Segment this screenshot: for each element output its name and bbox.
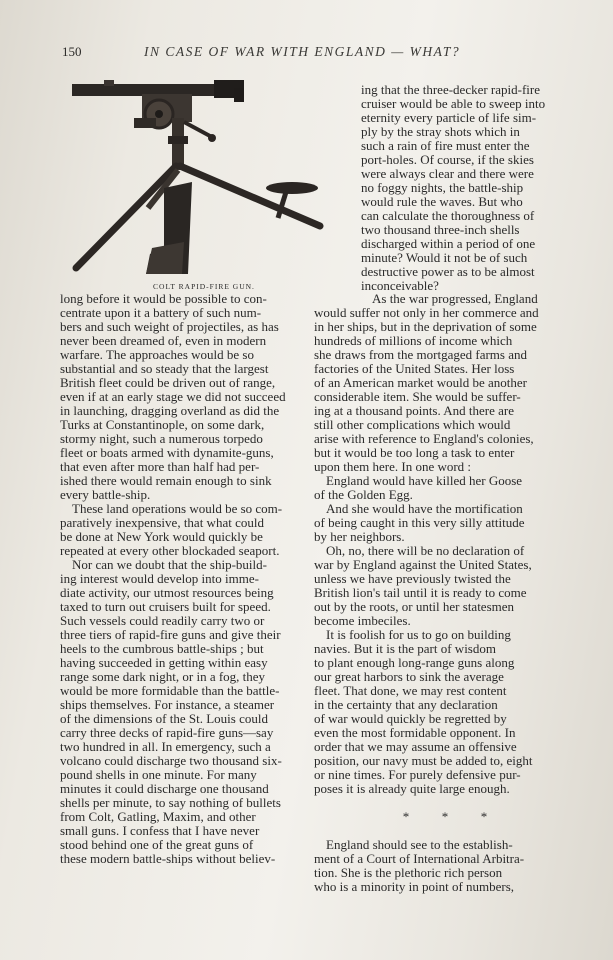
text-line: but it would be too long a task to enter: [314, 445, 515, 460]
right-column: [314, 292, 576, 894]
left-column: [60, 292, 312, 866]
text-line: having succeeded in getting within easy: [60, 655, 268, 670]
text-line: position, our navy must be added to, eight: [314, 753, 533, 768]
text-line: ply by the stray shots which in: [361, 124, 520, 139]
text-line: still other complications which would: [314, 417, 511, 432]
section-gap: [314, 824, 576, 838]
text-line: These land operations would be so com-: [72, 501, 283, 516]
text-line: Such vessels could readily carry two or: [60, 613, 265, 628]
text-line: taxed to turn out cruisers built for speed.: [60, 599, 271, 614]
text-line: hundreds of millions of income which: [314, 333, 513, 348]
gatling-gun-illustration: [64, 78, 344, 278]
text-line: become imbeciles.: [314, 613, 411, 628]
text-line: such a rain of fire must enter the: [361, 138, 530, 153]
text-line: fleet. That done, we may rest content: [314, 683, 507, 698]
text-line: bers and such weight of projectiles, as has: [60, 319, 279, 334]
text-line: never been dreamed of, even in modern: [60, 333, 267, 348]
text-line: every battle-ship.: [60, 487, 151, 502]
right-column-top: [361, 83, 571, 293]
text-line: repeated at every other blockaded seaport.: [60, 543, 280, 558]
text-line: stood behind one of the great guns of: [60, 837, 254, 852]
text-line: factories of the United States. Her loss: [314, 361, 515, 376]
text-line: shells per minute, to say nothing of bullets: [60, 795, 281, 810]
text-line: pound shells in one minute. For many: [60, 767, 257, 782]
text-line: who is a minority in point of numbers,: [314, 879, 515, 894]
text-line: ships themselves. For instance, a steamer: [60, 697, 275, 712]
section-break-asterisks: * * *: [402, 809, 488, 824]
text-line: even if at an early stage we did not succeed: [60, 389, 286, 404]
text-line: small guns. I confess that I have never: [60, 823, 260, 838]
text-line: war by England against the United States,: [314, 557, 532, 572]
text-line: eternity every particle of life sim-: [361, 110, 537, 125]
text-line: stormy night, such a numerous torpedo: [60, 431, 263, 446]
text-line: order that we may assume an offensive: [314, 739, 517, 754]
text-line: these modern battle-ships without believ-: [60, 851, 276, 866]
text-line: she draws from the mortgaged farms and: [314, 347, 527, 362]
page-header: [62, 44, 602, 64]
text-line: inconceivable?: [361, 278, 439, 293]
text-line: As the war progressed, England: [372, 291, 538, 306]
text-line: in launching, dragging overland as did the: [60, 403, 280, 418]
text-line: our great harbors to sink the average: [314, 669, 504, 684]
text-line: ing at a thousand points. And there are: [314, 403, 515, 418]
text-line: England should see to the establish-: [326, 837, 513, 852]
text-line: two thousand three-inch shells: [361, 222, 520, 237]
text-line: cruiser would be able to sweep into: [361, 96, 546, 111]
text-line: three tiers of rapid-fire guns and give their: [60, 627, 281, 642]
text-line: would suffer not only in her commerce and: [314, 305, 539, 320]
text-line: can calculate the thoroughness of: [361, 208, 535, 223]
text-line: upon them here. In one word :: [314, 459, 472, 474]
text-line: no foggy nights, the battle-ship: [361, 180, 524, 195]
text-line: or nine times. For purely defensive pur-: [314, 767, 521, 782]
text-line: ing that the three-decker rapid-fire: [361, 82, 541, 97]
text-line: fleet or boats armed with dynamite-guns,: [60, 445, 274, 460]
text-line: that even after more than half had per-: [60, 459, 260, 474]
text-line: destructive power as to be almost: [361, 264, 535, 279]
text-line: of the dimensions of the St. Louis could: [60, 711, 268, 726]
text-line: of the Golden Egg.: [314, 487, 413, 502]
text-line: would be more formidable than the battle-: [60, 683, 280, 698]
text-line: carry three decks of rapid-fire guns—say: [60, 725, 274, 740]
text-line: unless we have previously twisted the: [314, 571, 511, 586]
text-line: out by the roots, or until her statesmen: [314, 599, 515, 614]
text-line: by her neighbors.: [314, 529, 405, 544]
text-line: It is foolish for us to go on building: [326, 627, 511, 642]
text-line: diate activity, our utmost resources being: [60, 585, 274, 600]
text-line: British fleet could be driven out of range,: [60, 375, 276, 390]
figure: [64, 78, 344, 292]
text-line: would rule the waves. But who: [361, 194, 523, 209]
text-line: arise with reference to England's colonies,: [314, 431, 534, 446]
text-line: Oh, no, there will be no declaration of: [326, 543, 525, 558]
text-line: two hundred in all. In emergency, such a: [60, 739, 271, 754]
text-line: paratively inexpensive, that what could: [60, 515, 264, 530]
text-line: ment of a Court of International Arbitra-: [314, 851, 525, 866]
text-line: Nor can we doubt that the ship-build-: [72, 557, 267, 572]
text-line: navies. But it is the part of wisdom: [314, 641, 496, 656]
text-line: considerable item. She would be suffer-: [314, 389, 521, 404]
text-line: British lion's tail until it is ready to come: [314, 585, 527, 600]
text-line: minutes it could discharge one thousand: [60, 781, 269, 796]
page-number: 150: [62, 44, 82, 59]
text-line: volcano could discharge two thousand six-: [60, 753, 282, 768]
text-line: discharged within a period of one: [361, 236, 536, 251]
text-line: ing interest would develop into imme-: [60, 571, 259, 586]
text-line: in her ships, but in the deprivation of some: [314, 319, 537, 334]
text-line: port-holes. Of course, if the skies: [361, 152, 534, 167]
text-line: to plant enough long-range guns along: [314, 655, 515, 670]
text-line: poses it is already quite large enough.: [314, 781, 510, 796]
text-line: England would have killed her Goose: [326, 473, 523, 488]
text-line: ished there would remain enough to sink: [60, 473, 272, 488]
text-line: centrate upon it a battery of such num-: [60, 305, 262, 320]
text-line: warfare. The approaches would be so: [60, 347, 254, 362]
text-line: of an American market would be another: [314, 375, 527, 390]
text-line: heels to the cumbrous battle-ships ; but: [60, 641, 264, 656]
text-line: of war would quickly be regretted by: [314, 711, 507, 726]
text-line: even the most formidable opponent. In: [314, 725, 516, 740]
figure-caption: COLT RAPID-FIRE GUN.: [153, 282, 255, 291]
text-line: range some dark night, or in a fog, they: [60, 669, 266, 684]
text-line: tion. She is the plethoric rich person: [314, 865, 503, 880]
text-line: be done at New York would quickly be: [60, 529, 263, 544]
section-gap: [314, 796, 576, 810]
text-line: in the certainty that any declaration: [314, 697, 498, 712]
text-line: long before it would be possible to con-: [60, 291, 267, 306]
text-line: And she would have the mortification: [326, 501, 523, 516]
text-line: substantial and so steady that the largest: [60, 361, 269, 376]
running-head: IN CASE OF WAR WITH ENGLAND — WHAT?: [144, 44, 461, 59]
text-line: were always clear and there were: [361, 166, 534, 181]
text-line: of being caught in this very silly attitude: [314, 515, 525, 530]
text-line: minute? Would it not be of such: [361, 250, 528, 265]
text-line: Turks at Constantinople, on some dark,: [60, 417, 265, 432]
text-line: from Colt, Gatling, Maxim, and other: [60, 809, 256, 824]
